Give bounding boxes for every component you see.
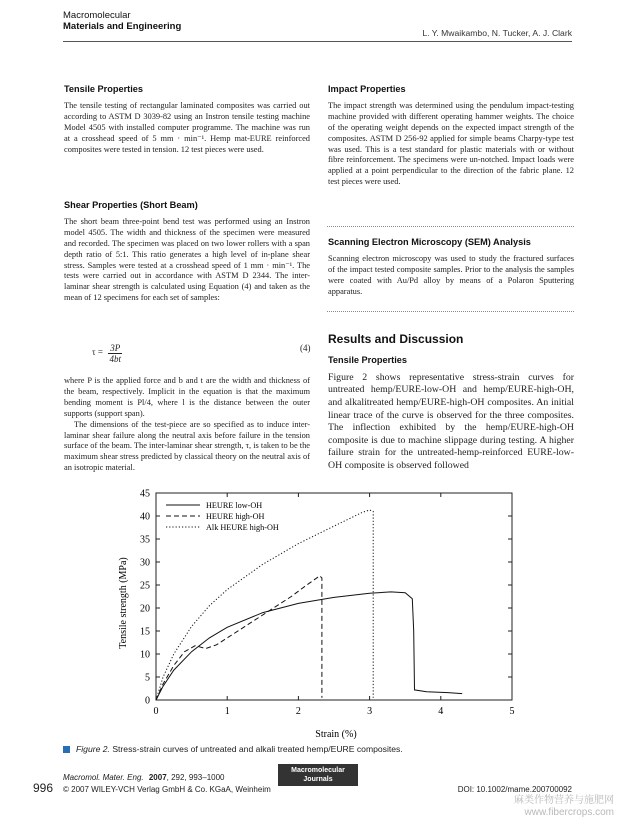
series-line-2: [156, 576, 322, 700]
y-tick-label: 25: [140, 580, 150, 592]
left-column-where: [64, 376, 310, 474]
doi: DOI: 10.1002/mame.200700092: [457, 785, 572, 794]
right-column-results: [328, 334, 574, 473]
journal-line-1: Macromolecular: [63, 10, 131, 21]
series-line-1: [156, 592, 462, 700]
journals-logo: [278, 764, 358, 786]
equation-lhs: τ =: [92, 346, 103, 357]
equation-label: (4): [300, 343, 311, 353]
copyright: © 2007 WILEY-VCH Verlag GmbH & Co. KGaA, Weinheim: [63, 785, 271, 794]
sem-paragraph: Scanning electron microscopy was used to study the fractured surfaces of the impact tested composite samples. Prior to the analysis the samples were coated with Au/Pd alloy by means of a Polaron Sputtering apparatus.: [328, 253, 574, 296]
legend-label-3: Alk HEURE high-OH: [206, 523, 279, 532]
x-tick-label: 4: [438, 706, 444, 717]
results-subheading: Tensile Properties: [328, 354, 407, 365]
tensile-heading: Tensile Properties: [64, 84, 143, 94]
right-column-impact: [328, 84, 574, 188]
watermark: [514, 795, 614, 819]
left-column-shear: [64, 200, 310, 304]
y-axis-label: Tensile strength (MPa): [118, 557, 129, 649]
stress-strain-chart: [110, 485, 530, 743]
equation-4: [92, 343, 122, 364]
results-heading: Results and Discussion: [328, 332, 464, 346]
citation: [63, 773, 225, 782]
sem-heading: Scanning Electron Microscopy (SEM) Analysis: [328, 237, 531, 247]
shear-paragraph: The short beam three-point bend test was performed using an Instron model 4505. The width and thickness of the specimen were measured and recorded. The specimen was placed on two lower rollers with a span depth ratio of 5:1. This ratio generates a high level of in-plane shear stress. Samples were tested at a crosshead speed of 1 mm · min⁻¹. The tests were carried out in accordance with ASTM D 2344. The inter-laminar shear strength is calculated using Equation (4) and taken as the mean of 12 specimens for each set of samples:: [64, 216, 310, 303]
watermark-cn: 麻类作物营养与施肥网: [514, 795, 614, 806]
x-tick-label: 2: [295, 706, 301, 717]
citation-volume-pages: , 292, 993–1000: [166, 773, 225, 782]
x-tick-label: 5: [509, 706, 515, 717]
where-paragraph: where P is the applied force and b and t are the width and thickness of the beam, respectively. Implicit in the equation is that the maximum bending moment is Pl/4, where l is the distance between the outer supports (support span).: [64, 376, 310, 418]
x-tick-label: 0: [153, 706, 159, 717]
right-column-sem: [328, 237, 574, 298]
dimensions-paragraph: The dimensions of the test-piece are so specified as to induce inter-laminar shear failure along the neutral axis before failure in the tension surface of the beam. The inter-laminar shear strength, τ, is taken to be the maximum shear stress predicted by classical theory on the neutral axis of an isotropic material.: [64, 419, 310, 473]
tensile-paragraph: The tensile testing of rectangular laminated composites was carried out according to ASTM D 3039-82 using an Instron tensile testing machine Model 4505 with installed computer programme. The machine was run at a crosshead speed of 5 mm · min⁻¹. Hemp mat-EURE reinforced composites were tested in tension. 12 test pieces were used.: [64, 100, 310, 154]
equation-denominator: 4bt: [109, 354, 121, 364]
watermark-url: www.fibercrops.com: [524, 807, 614, 818]
caption-label: Figure 2.: [76, 744, 110, 754]
equation-numerator: 3P: [110, 343, 121, 353]
y-tick-label: 15: [140, 626, 150, 638]
section-divider-2: [327, 311, 574, 312]
x-tick-label: 3: [367, 706, 373, 717]
caption-text: Stress-strain curves of untreated and alkali treated hemp/EURE composites.: [112, 744, 403, 754]
journal-name: [63, 10, 181, 32]
section-divider: [327, 226, 574, 227]
header-rule: [63, 41, 572, 42]
legend-label-2: HEURE high-OH: [206, 512, 265, 521]
x-axis-label: Strain (%): [315, 729, 357, 740]
y-tick-label: 30: [140, 557, 150, 569]
y-tick-label: 45: [140, 488, 150, 500]
y-tick-label: 5: [145, 672, 150, 684]
y-tick-label: 0: [145, 695, 150, 707]
legend-label-1: HEURE low-OH: [206, 501, 263, 510]
shear-heading: Shear Properties (Short Beam): [64, 200, 198, 210]
y-tick-label: 35: [140, 534, 150, 546]
left-column: [64, 84, 310, 155]
x-tick-label: 1: [224, 706, 230, 717]
journal-line-2: Materials and Engineering: [63, 21, 182, 32]
page-number: 996: [33, 781, 54, 795]
journals-logo-text: Macromolecular Journals: [278, 764, 358, 786]
series-line-3: [156, 510, 373, 700]
caption-marker-icon: [63, 746, 70, 753]
citation-journal: Macromol. Mater. Eng.: [63, 773, 144, 782]
author-list: L. Y. Mwaikambo, N. Tucker, A. J. Clark: [422, 28, 572, 38]
results-paragraph: Figure 2 shows representative stress-strain curves for untreated hemp/EURE-low-OH and hemp/EURE-high-OH, and alkalitreated hemp/EURE-high-OH composites. An initial linear trace of the curve is observed for the three composites. The inflection exhibited by the hemp/EURE-high-OH composite is due to machine slippage during testing. A higher failure strain for the untreated-hemp-reinforced EURE-low-OH composite is observed followed: [328, 371, 574, 471]
y-tick-label: 10: [140, 649, 150, 661]
y-tick-label: 20: [140, 603, 150, 615]
impact-paragraph: The impact strength was determined using the pendulum impact-testing machine provided with different operating hammer weights. The choice of the operating weight depends on the expected impact strength of the composites. ASTM D 256-92 applied for simple beams Charpy-type test was used. This is a test standard for plastic materials with or without fibre reinforcement. The specimens were un-notched. Impact loads were applied at a point perpendicular to the direction of the fabric plane. 12 test pieces were used.: [328, 100, 574, 187]
figure-caption: [63, 744, 403, 754]
y-tick-label: 40: [140, 511, 150, 523]
impact-heading: Impact Properties: [328, 84, 406, 94]
citation-year: 2007: [148, 773, 167, 782]
